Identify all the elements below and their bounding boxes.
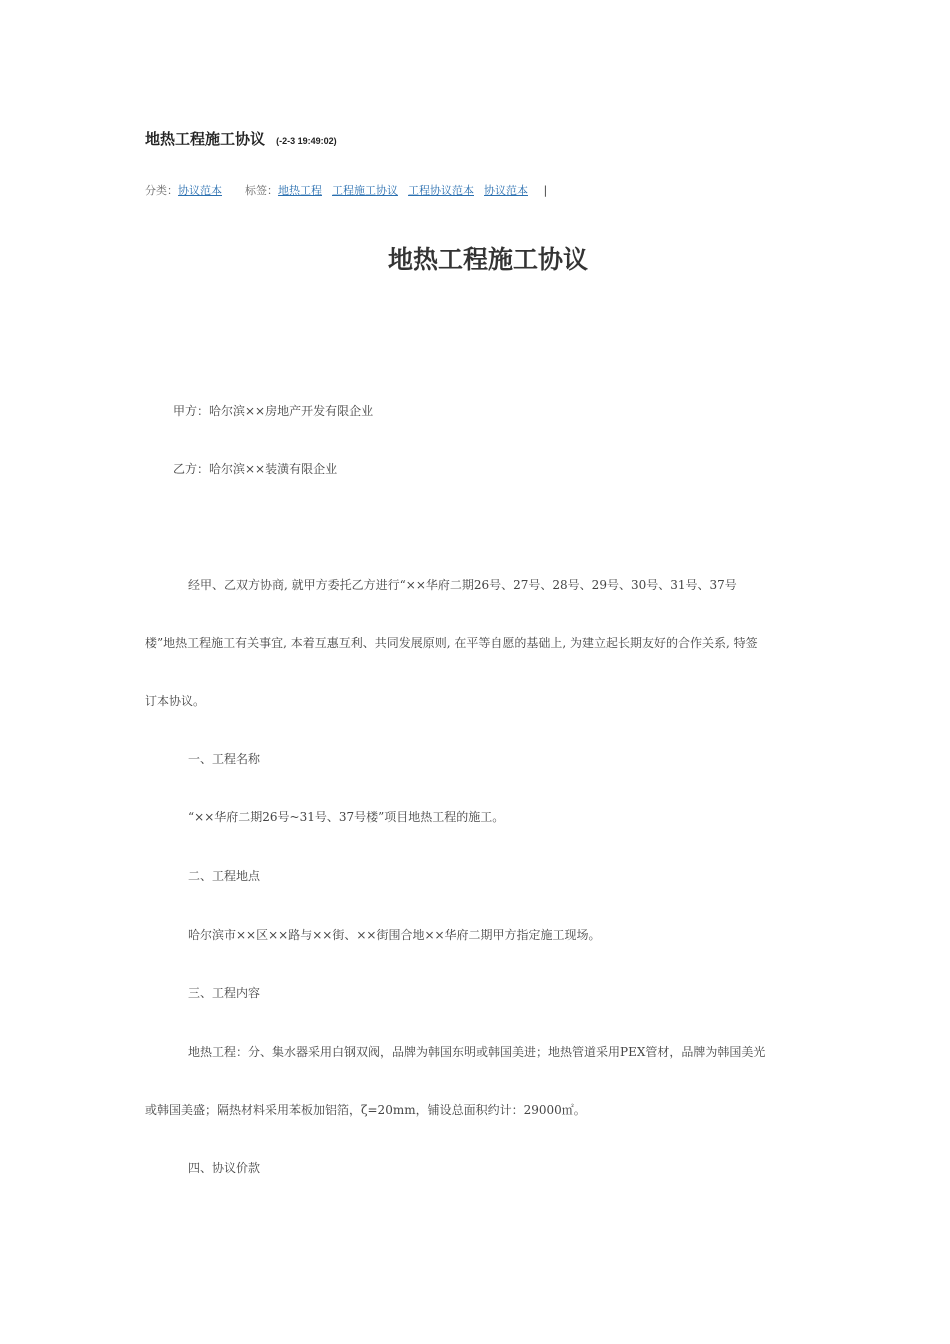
post-timestamp: (-2-3 19:49:02) — [276, 136, 337, 146]
document-title: 地热工程施工协议 — [387, 245, 588, 274]
tag-link[interactable]: 协议范本 — [484, 184, 528, 197]
meta-separator: | — [543, 184, 548, 197]
section-body: 或韩国美盛；隔热材料采用苯板加铝箔，ζ=20mm，铺设总面积约计：29000㎡。 — [145, 1103, 586, 1117]
intro-paragraph-line: 经甲、乙双方协商, 就甲方委托乙方进行“××华府二期26号、27号、28号、29号、30号、31号、37号 — [188, 578, 737, 592]
section-body: 哈尔滨市××区××路与××街、××街围合地××华府二期甲方指定施工现场。 — [188, 928, 601, 942]
party-b: 乙方：哈尔滨××装潢有限企业 — [173, 462, 338, 476]
intro-paragraph-line: 订本协议。 — [145, 694, 206, 708]
party-a: 甲方：哈尔滨××房地产开发有限企业 — [173, 404, 374, 418]
category-label: 分类： — [145, 184, 178, 197]
section-body: “××华府二期26号~31号、37号楼”项目地热工程的施工。 — [188, 810, 505, 824]
post-meta — [145, 182, 547, 198]
section-heading: 二、工程地点 — [188, 869, 261, 883]
category-link[interactable]: 协议范本 — [178, 184, 222, 197]
tag-link[interactable]: 地热工程 — [278, 184, 322, 197]
tags-label: 标签： — [245, 184, 278, 197]
tag-link[interactable]: 工程施工协议 — [332, 184, 398, 197]
post-header — [145, 128, 337, 149]
section-heading: 一、工程名称 — [188, 752, 261, 766]
section-body: 地热工程：分、集水器采用白钢双阀，品牌为韩国东明或韩国美进；地热管道采用PEX管材，品牌为韩国美光 — [188, 1045, 766, 1059]
section-heading: 三、工程内容 — [188, 986, 261, 1000]
tag-link[interactable]: 工程协议范本 — [408, 184, 474, 197]
intro-paragraph-line: 楼”地热工程施工有关事宜, 本着互惠互利、共同发展原则, 在平等自愿的基础上, 为建立起长期友好的合作关系, 特签 — [145, 636, 758, 650]
section-heading: 四、协议价款 — [188, 1161, 261, 1175]
post-title: 地热工程施工协议 — [145, 130, 266, 148]
